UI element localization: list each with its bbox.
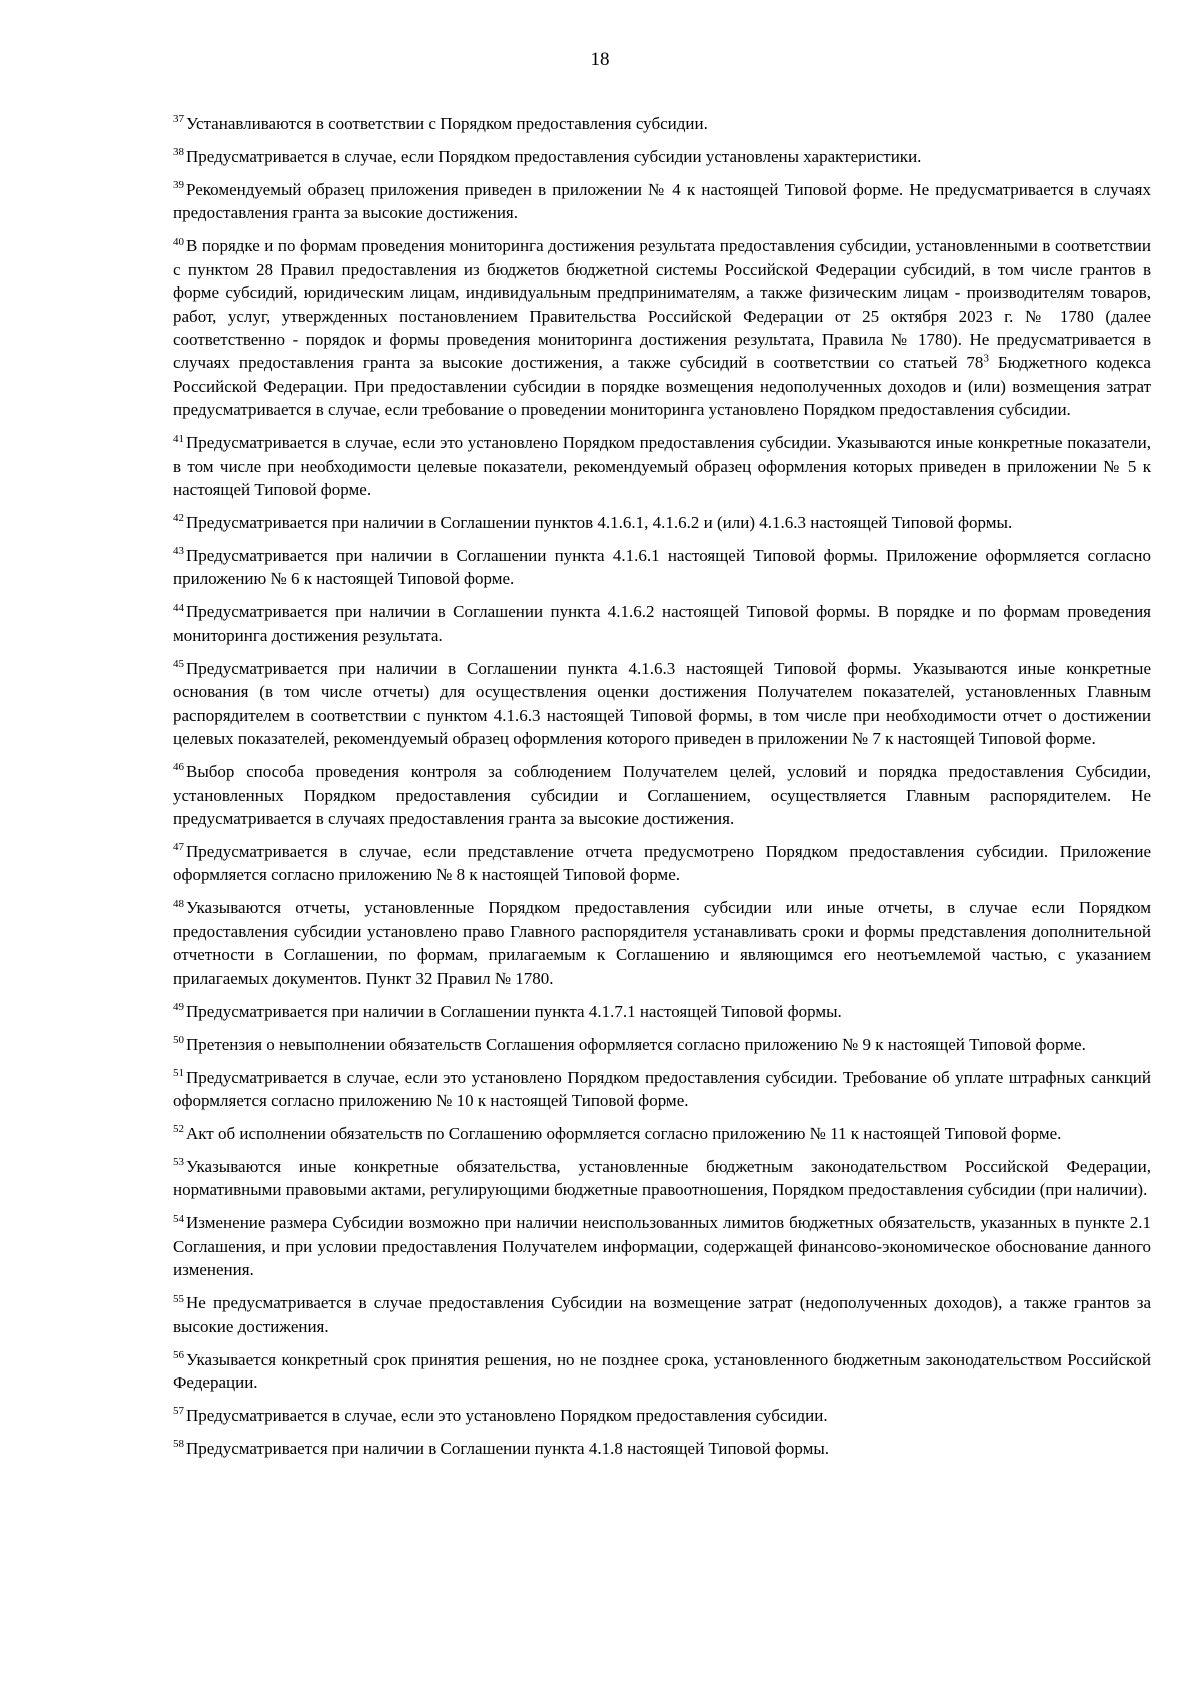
footnote-57 bbox=[173, 1404, 1151, 1427]
footnote-text-part-2: Бюджетного кодекса Российской Федерации. При предоставлении субсидии в порядке возмещения недополученных доходов и (или) возмещения затрат предусматривается в случае, если требование о проведении мониторинга установлено Порядком предоставления субсидии. bbox=[173, 353, 1151, 420]
footnote-text: Предусматривается в случае, если представление отчета предусмотрено Порядком предоставления субсидии. Приложение оформляется согласно приложению № 8 к настоящей Типовой форме. bbox=[173, 841, 1151, 885]
footnote-43 bbox=[173, 544, 1151, 591]
footnote-number: 47 bbox=[173, 841, 184, 854]
footnote-37 bbox=[173, 112, 1151, 135]
footnote-text: Предусматривается при наличии в Соглашении пунктов 4.1.6.1, 4.1.6.2 и (или) 4.1.6.3 настоящей Типовой формы. bbox=[186, 513, 1013, 533]
footnote-text: Претензия о невыполнении обязательств Соглашения оформляется согласно приложению № 9 к настоящей Типовой форме. bbox=[186, 1034, 1086, 1054]
footnote-number: 51 bbox=[173, 1066, 184, 1079]
footnote-41 bbox=[173, 431, 1151, 501]
footnote-number: 56 bbox=[173, 1348, 184, 1361]
footnote-number: 44 bbox=[173, 601, 184, 614]
footnote-text: Указывается конкретный срок принятия решения, но не позднее срока, установленного бюджетным законодательством Российской Федерации. bbox=[173, 1349, 1151, 1392]
footnote-text: Не предусматривается в случае предоставления Субсидии на возмещение затрат (недополученных доходов), а также грантов за высокие достижения. bbox=[173, 1293, 1151, 1336]
footnote-number: 41 bbox=[173, 432, 184, 445]
footnote-39 bbox=[173, 178, 1151, 225]
footnote-text: Предусматривается в случае, если Порядком предоставления субсидии установлены характеристики. bbox=[186, 147, 922, 166]
footnote-56 bbox=[173, 1348, 1151, 1395]
footnote-42 bbox=[173, 511, 1151, 534]
footnote-50 bbox=[173, 1033, 1151, 1056]
footnote-text-part-1: В порядке и по формам проведения мониторинга достижения результата предоставления субсидии, установленными в соответствии с пунктом 28 Правил предоставления из бюджетов бюджетной системы Российской Федерации субсидий, в том числе грантов в форме субсидий, юридическим лицам, индивидуальным предпринимателям, а также физическим лицам - производителям товаров, работ, услуг, утвержденных постановлением Правительства Российской Федерации от 25 октября 2023 г. № 1780 (далее соответственно - порядок и формы проведения мониторинга достижения результата, Правила № 1780). Не предусматривается в случаях предоставления гранта за высокие достижения, а также субсидий в соответствии со статьей 78 bbox=[173, 236, 1151, 373]
footnote-text: Предусматривается в случае, если это установлено Порядком предоставления субсидии. Требование об уплате штрафных санкций оформляется согласно приложению № 10 к настоящей Типовой форме. bbox=[173, 1067, 1151, 1110]
footnote-text: Предусматривается при наличии в Соглашении пункта 4.1.6.2 настоящей Типовой формы. В порядке и по формам проведения мониторинга достижения результата. bbox=[173, 602, 1151, 645]
footnote-number: 48 bbox=[173, 897, 184, 910]
footnote-text: Предусматривается в случае, если это установлено Порядком предоставления субсидии. bbox=[186, 1405, 828, 1425]
footnote-54 bbox=[173, 1211, 1151, 1281]
footnote-38 bbox=[173, 145, 1151, 168]
footnote-text: Предусматривается в случае, если это установлено Порядком предоставления субсидии. Указываются иные конкретные показатели, в том числе при необходимости целевые показатели, рекомендуемый образец оформления которых приведен в приложении № 5 к настоящей Типовой форме. bbox=[173, 433, 1151, 500]
footnote-number: 58 bbox=[173, 1438, 184, 1451]
footnote-51 bbox=[173, 1066, 1151, 1113]
footnote-number: 38 bbox=[173, 146, 184, 159]
footnote-text: Указываются отчеты, установленные Порядком предоставления субсидии или иные отчеты, в случае если Порядком предоставления субсидии установлено право Главного распорядителя устанавливать сроки и формы представления дополнительной отчетности в Соглашении, по формам, прилагаемым к Соглашению и являющимся его неотъемлемой частью, с указанием прилагаемых документов. Пункт 32 Правил № 1780. bbox=[173, 898, 1151, 988]
footnote-number: 37 bbox=[173, 113, 184, 126]
footnote-46 bbox=[173, 760, 1151, 830]
footnote-number: 52 bbox=[173, 1123, 184, 1136]
footnote-number: 45 bbox=[173, 658, 184, 671]
footnote-text: Акт об исполнении обязательств по Соглашению оформляется согласно приложению № 11 к настоящей Типовой форме. bbox=[186, 1123, 1062, 1143]
superscript-3: 3 bbox=[983, 352, 989, 365]
footnote-48 bbox=[173, 896, 1151, 990]
footnote-55 bbox=[173, 1291, 1151, 1338]
footnote-number: 39 bbox=[173, 179, 184, 192]
footnote-number: 50 bbox=[173, 1033, 184, 1046]
footnote-text: Предусматривается при наличии в Соглашении пункта 4.1.6.1 настоящей Типовой формы. Приложение оформляется согласно приложению № 6 к настоящей Типовой форме. bbox=[173, 546, 1151, 589]
footnote-text: Выбор способа проведения контроля за соблюдением Получателем целей, условий и порядка предоставления Субсидии, установленных Порядком предоставления субсидии и Соглашением, осуществляется Главным распорядителем. Не предусматривается в случаях предоставления гранта за высокие достижения. bbox=[173, 762, 1151, 828]
footnote-number: 40 bbox=[173, 235, 184, 248]
footnote-number: 49 bbox=[173, 1000, 184, 1013]
footnote-number: 55 bbox=[173, 1292, 184, 1305]
footnote-53 bbox=[173, 1155, 1151, 1202]
footnotes-list bbox=[173, 112, 1151, 1470]
footnote-number: 46 bbox=[173, 761, 184, 774]
footnote-45 bbox=[173, 657, 1151, 751]
footnote-number: 43 bbox=[173, 545, 184, 558]
footnote-number: 53 bbox=[173, 1156, 184, 1169]
footnote-47 bbox=[173, 840, 1151, 887]
page-number: 18 bbox=[590, 49, 610, 70]
footnote-40 bbox=[173, 234, 1151, 421]
footnote-44 bbox=[173, 600, 1151, 647]
footnote-text: Указываются иные конкретные обязательства, установленные бюджетным законодательством Российской Федерации, нормативными правовыми актами, регулирующими бюджетные правоотношения, Порядком предоставления субсидии (при наличии). bbox=[173, 1156, 1151, 1200]
footnote-text: Предусматривается при наличии в Соглашении пункта 4.1.7.1 настоящей Типовой формы. bbox=[186, 1001, 842, 1021]
footnote-text: Предусматривается при наличии в Соглашении пункта 4.1.6.3 настоящей Типовой формы. Указываются иные конкретные основания (в том числе отчеты) для осуществления оценки достижения Получателем показателей, установленных Главным распорядителем в соответствии с пунктом 4.1.6.3 настоящей Типовой формы, в том числе при необходимости отчет о достижении целевых показателей, рекомендуемый образец оформления которого приведен в приложении № 7 к настоящей Типовой форме. bbox=[173, 658, 1151, 749]
footnote-52 bbox=[173, 1122, 1151, 1145]
footnote-58 bbox=[173, 1437, 1151, 1460]
footnote-text: Изменение размера Субсидии возможно при наличии неиспользованных лимитов бюджетных обязательств, указанных в пункте 2.1 Соглашения, и при условии предоставления Получателем информации, содержащей финансово-экономическое обоснование данного изменения. bbox=[173, 1213, 1151, 1280]
footnote-text: Рекомендуемый образец приложения приведен в приложении № 4 к настоящей Типовой форме. Не предусматривается в случаях предоставления гранта за высокие достижения. bbox=[173, 180, 1151, 223]
footnote-number: 54 bbox=[173, 1212, 184, 1225]
footnote-text: Устанавливаются в соответствии с Порядком предоставления субсидии. bbox=[186, 114, 708, 133]
footnote-49 bbox=[173, 1000, 1151, 1023]
footnote-text: Предусматривается при наличии в Соглашении пункта 4.1.8 настоящей Типовой формы. bbox=[186, 1438, 830, 1458]
footnote-number: 57 bbox=[173, 1405, 184, 1418]
footnote-number: 42 bbox=[173, 512, 184, 525]
